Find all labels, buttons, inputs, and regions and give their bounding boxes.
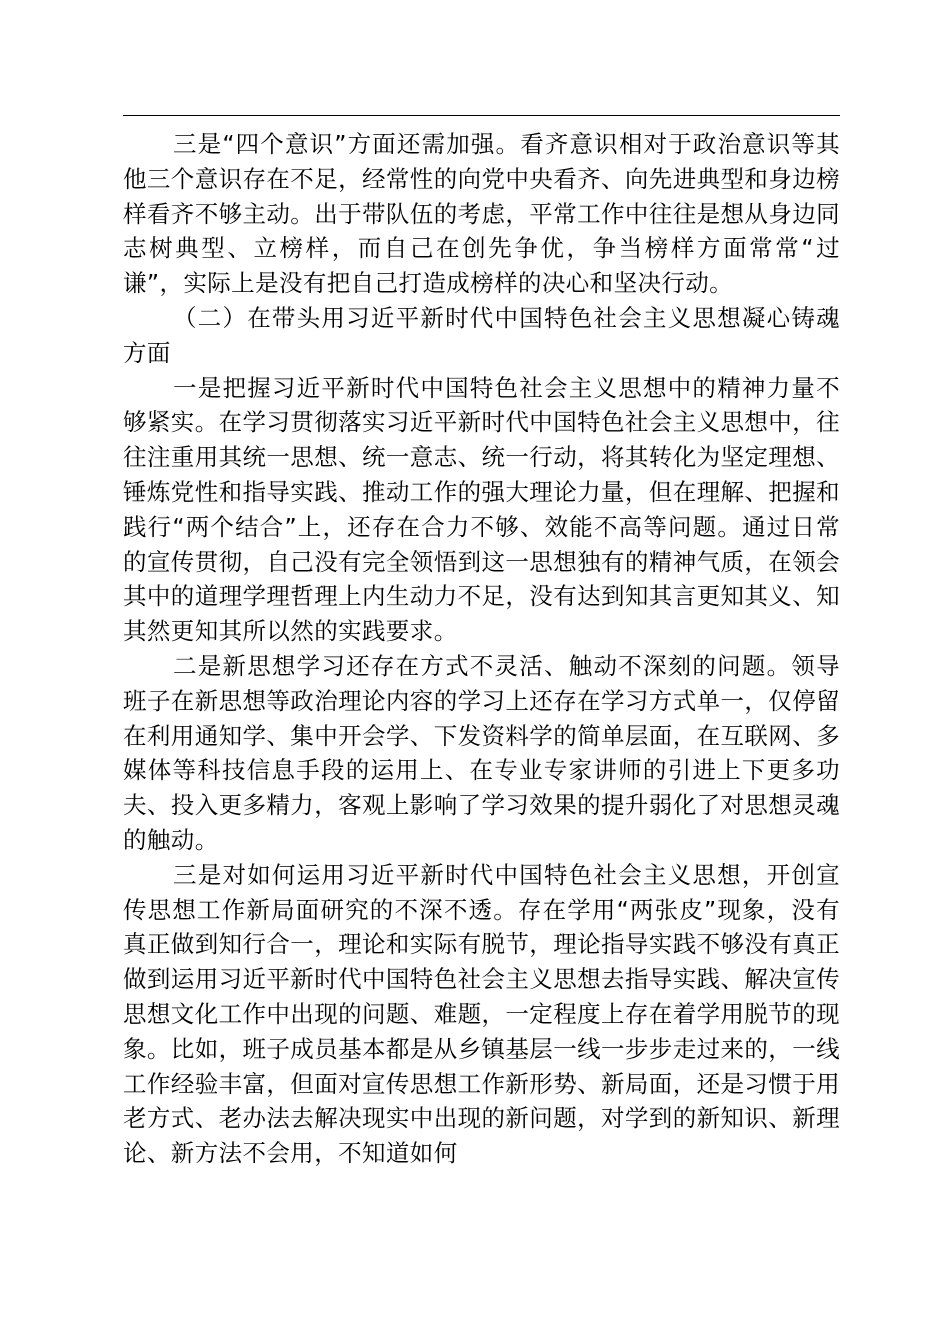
paragraph-point-1: 一是把握习近平新时代中国特色社会主义思想中的精神力量不够紧实。在学习贯彻落实习近平新时代中国特色社会主义思想中，往往注重用其统一思想、统一意志、统一行动，将其转化为坚定理想、锤炼党性和指导实践、推动工作的强大理论力量，但在理解、把握和践行“两个结合”上，还存在合力不够、效能不高等问题。通过日常的宣传贯彻，自己没有完全领悟到这一思想独有的精神气质，在领会其中的道理学理哲理上内生动力不足，没有达到知其言更知其义、知其然更知其所以然的实践要求。 — [123, 373, 840, 646]
document-body — [123, 127, 840, 1171]
paragraph-point-2: 二是新思想学习还存在方式不灵活、触动不深刻的问题。领导班子在新思想等政治理论内容的学习上还存在学习方式单一，仅停留在利用通知学、集中开会学、下发资料学的简单层面，在互联网、多媒体等科技信息手段的运用上、在专业专家讲师的引进上下更多功夫、投入更多精力，客观上影响了学习效果的提升弱化了对思想灵魂的触动。 — [123, 651, 840, 854]
paragraph-point-3: 三是对如何运用习近平新时代中国特色社会主义思想，开创宣传思想工作新局面研究的不深不透。存在学用“两张皮”现象，没有真正做到知行合一，理论和实际有脱节，理论指导实践不够没有真正做到运用习近平新时代中国特色社会主义思想去指导实践、解决宣传思想文化工作中出现的问题、难题，一定程度上存在着学用脱节的现象。比如，班子成员基本都是从乡镇基层一线一步步走过来的，一线工作经验丰富，但面对宣传思想工作新形势、新局面，还是习惯于用老方式、老办法去解决现实中出现的新问题，对学到的新知识、新理论、新方法不会用，不知道如何 — [123, 860, 840, 1168]
paragraph-four-consciousness: 三是“四个意识”方面还需加强。看齐意识相对于政治意识等其他三个意识存在不足，经常性的向党中央看齐、向先进典型和身边榜样看齐不够主动。出于带队伍的考虑，平常工作中往往是想从身边同志树典型、立榜样，而自己在创先争优，争当榜样方面常常“过谦”，实际上是没有把自己打造成榜样的决心和坚决行动。 — [123, 130, 840, 298]
section-heading-2: （二）在带头用习近平新时代中国特色社会主义思想凝心铸魂方面 — [123, 303, 840, 367]
document-page — [123, 0, 840, 1344]
header-rule — [123, 115, 840, 116]
